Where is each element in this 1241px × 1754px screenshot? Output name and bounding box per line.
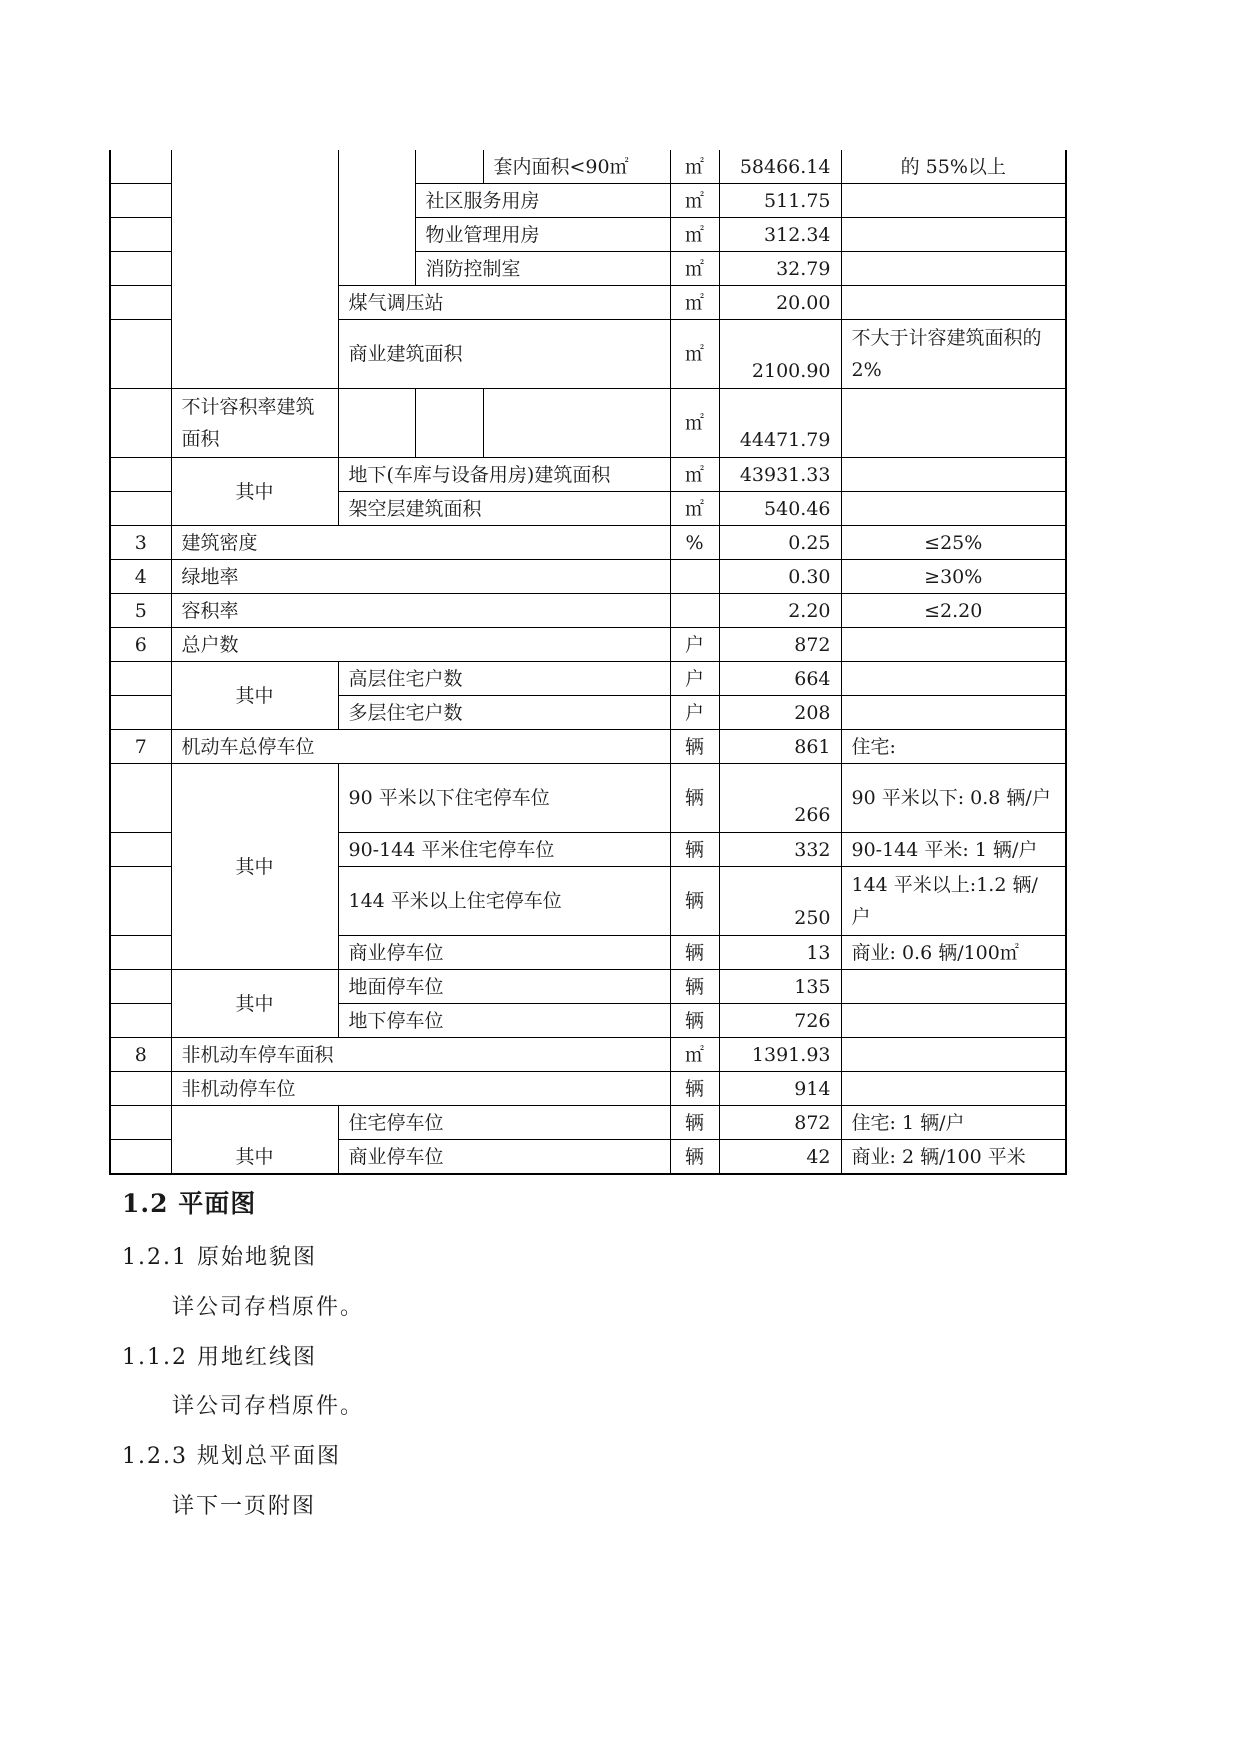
item-label: 非机动停车位 bbox=[171, 1072, 670, 1106]
subsection-title: 1.2.1 原始地貌图 bbox=[122, 1245, 317, 1270]
no-cell bbox=[110, 286, 171, 320]
value-cell: 726 bbox=[719, 1004, 841, 1038]
item-label: 绿地率 bbox=[171, 560, 670, 594]
no-cell bbox=[110, 320, 171, 389]
note-cell: 的 55%以上 bbox=[841, 150, 1066, 184]
table-row bbox=[110, 628, 1066, 662]
note-cell: ≤2.20 bbox=[841, 594, 1066, 628]
no-cell bbox=[110, 218, 171, 252]
item-label: 商业建筑面积 bbox=[338, 320, 670, 389]
value-cell: 2.20 bbox=[719, 594, 841, 628]
note-cell bbox=[841, 492, 1066, 526]
item-label: 地面停车位 bbox=[338, 970, 670, 1004]
value-cell: 312.34 bbox=[719, 218, 841, 252]
note-cell bbox=[841, 218, 1066, 252]
item-label: 机动车总停车位 bbox=[171, 730, 670, 764]
sub-subcategory-cell bbox=[415, 150, 483, 184]
value-cell: 511.75 bbox=[719, 184, 841, 218]
group-label: 其中 bbox=[171, 764, 338, 970]
no-cell bbox=[110, 1004, 171, 1038]
subsection-title: 1.2.3 规划总平面图 bbox=[122, 1444, 341, 1469]
note-cell: 商业: 0.6 辆/100㎡ bbox=[841, 936, 1066, 970]
no-cell bbox=[110, 833, 171, 867]
unit-cell: 辆 bbox=[670, 1106, 719, 1140]
note-cell: 144 平米以上:1.2 辆/户 bbox=[841, 867, 1066, 936]
value-cell: 2100.90 bbox=[719, 320, 841, 389]
item-label: 套内面积<90㎡ bbox=[483, 150, 670, 184]
group-label: 其中 bbox=[171, 970, 338, 1038]
note-cell bbox=[841, 628, 1066, 662]
note-cell: 90 平米以下: 0.8 辆/户 bbox=[841, 764, 1066, 833]
unit-cell: % bbox=[670, 526, 719, 560]
table-row bbox=[110, 594, 1066, 628]
unit-cell bbox=[670, 594, 719, 628]
unit-cell: 户 bbox=[670, 628, 719, 662]
unit-cell: ㎡ bbox=[670, 492, 719, 526]
subsection-body: 详下一页附图 bbox=[172, 1494, 317, 1519]
item-label: 物业管理用房 bbox=[415, 218, 670, 252]
no-cell bbox=[110, 492, 171, 526]
note-cell bbox=[841, 389, 1066, 458]
no-cell bbox=[110, 696, 171, 730]
item-label: 90 平米以下住宅停车位 bbox=[338, 764, 670, 833]
note-cell bbox=[841, 252, 1066, 286]
item-label: 商业停车位 bbox=[338, 1140, 670, 1175]
table-row bbox=[110, 662, 1066, 696]
value-cell: 332 bbox=[719, 833, 841, 867]
item-label: 144 平米以上住宅停车位 bbox=[338, 867, 670, 936]
no-cell bbox=[110, 389, 171, 458]
note-cell: 90-144 平米: 1 辆/户 bbox=[841, 833, 1066, 867]
economic-indicators-table bbox=[109, 150, 1067, 1175]
item-label: 住宅停车位 bbox=[338, 1106, 670, 1140]
no-cell bbox=[110, 936, 171, 970]
unit-cell: ㎡ bbox=[670, 458, 719, 492]
note-cell: 不大于计容建筑面积的 2% bbox=[841, 320, 1066, 389]
item-label: 非机动车停车面积 bbox=[171, 1038, 670, 1072]
no-cell bbox=[110, 150, 171, 184]
note-cell bbox=[841, 1004, 1066, 1038]
item-label: 架空层建筑面积 bbox=[338, 492, 670, 526]
note-cell: ≤25% bbox=[841, 526, 1066, 560]
no-cell: 3 bbox=[110, 526, 171, 560]
no-cell bbox=[110, 867, 171, 936]
item-label: 地下停车位 bbox=[338, 1004, 670, 1038]
value-cell: 208 bbox=[719, 696, 841, 730]
table-row bbox=[110, 526, 1066, 560]
note-cell: 商业: 2 辆/100 平米 bbox=[841, 1140, 1066, 1175]
note-cell bbox=[841, 184, 1066, 218]
no-cell bbox=[110, 1072, 171, 1106]
no-cell bbox=[110, 970, 171, 1004]
value-cell: 32.79 bbox=[719, 252, 841, 286]
blank-cell bbox=[483, 389, 670, 458]
value-cell: 861 bbox=[719, 730, 841, 764]
unit-cell: 辆 bbox=[670, 1072, 719, 1106]
item-label: 地下(车库与设备用房)建筑面积 bbox=[338, 458, 670, 492]
unit-cell bbox=[670, 560, 719, 594]
group-label: 其中 bbox=[171, 662, 338, 730]
unit-cell: ㎡ bbox=[670, 320, 719, 389]
value-cell: 0.25 bbox=[719, 526, 841, 560]
unit-cell: ㎡ bbox=[670, 218, 719, 252]
table-row bbox=[110, 458, 1066, 492]
table-row bbox=[110, 389, 1066, 458]
value-cell: 914 bbox=[719, 1072, 841, 1106]
note-cell: 住宅: 1 辆/户 bbox=[841, 1106, 1066, 1140]
value-cell: 43931.33 bbox=[719, 458, 841, 492]
no-cell: 8 bbox=[110, 1038, 171, 1072]
item-label: 多层住宅户数 bbox=[338, 696, 670, 730]
unit-cell: 辆 bbox=[670, 764, 719, 833]
item-label: 建筑密度 bbox=[171, 526, 670, 560]
category-cell: 不计容积率建筑面积 bbox=[171, 389, 338, 458]
unit-cell: 辆 bbox=[670, 970, 719, 1004]
note-cell: ≥30% bbox=[841, 560, 1066, 594]
value-cell: 872 bbox=[719, 1106, 841, 1140]
unit-cell: 辆 bbox=[670, 1004, 719, 1038]
unit-cell: ㎡ bbox=[670, 389, 719, 458]
note-cell bbox=[841, 458, 1066, 492]
item-label: 90-144 平米住宅停车位 bbox=[338, 833, 670, 867]
item-label: 高层住宅户数 bbox=[338, 662, 670, 696]
item-label: 商业停车位 bbox=[338, 936, 670, 970]
blank-cell bbox=[338, 389, 415, 458]
group-label: 其中 bbox=[171, 1106, 338, 1175]
unit-cell: 户 bbox=[670, 662, 719, 696]
no-cell bbox=[110, 252, 171, 286]
table-row bbox=[110, 1072, 1066, 1106]
unit-cell: ㎡ bbox=[670, 286, 719, 320]
value-cell: 0.30 bbox=[719, 560, 841, 594]
no-cell: 5 bbox=[110, 594, 171, 628]
no-cell bbox=[110, 184, 171, 218]
value-cell: 872 bbox=[719, 628, 841, 662]
subsection-title: 1.1.2 用地红线图 bbox=[122, 1345, 317, 1370]
unit-cell: 辆 bbox=[670, 833, 719, 867]
category-cell bbox=[171, 150, 338, 389]
no-cell: 7 bbox=[110, 730, 171, 764]
unit-cell: 辆 bbox=[670, 730, 719, 764]
subsection-body: 详公司存档原件。 bbox=[172, 1295, 365, 1320]
value-cell: 42 bbox=[719, 1140, 841, 1175]
value-cell: 20.00 bbox=[719, 286, 841, 320]
no-cell bbox=[110, 458, 171, 492]
note-cell bbox=[841, 286, 1066, 320]
indicator-table-container bbox=[109, 150, 1065, 1175]
value-cell: 44471.79 bbox=[719, 389, 841, 458]
value-cell: 266 bbox=[719, 764, 841, 833]
table-row bbox=[110, 730, 1066, 764]
unit-cell: ㎡ bbox=[670, 150, 719, 184]
item-label: 容积率 bbox=[171, 594, 670, 628]
item-label: 消防控制室 bbox=[415, 252, 670, 286]
note-cell: 住宅: bbox=[841, 730, 1066, 764]
item-label: 总户数 bbox=[171, 628, 670, 662]
note-cell bbox=[841, 970, 1066, 1004]
value-cell: 664 bbox=[719, 662, 841, 696]
unit-cell: ㎡ bbox=[670, 1038, 719, 1072]
no-cell: 4 bbox=[110, 560, 171, 594]
unit-cell: ㎡ bbox=[670, 184, 719, 218]
no-cell: 6 bbox=[110, 628, 171, 662]
no-cell bbox=[110, 662, 171, 696]
table-row bbox=[110, 560, 1066, 594]
value-cell: 58466.14 bbox=[719, 150, 841, 184]
unit-cell: 辆 bbox=[670, 936, 719, 970]
unit-cell: 户 bbox=[670, 696, 719, 730]
value-cell: 250 bbox=[719, 867, 841, 936]
subcategory-cell bbox=[338, 150, 415, 286]
item-label: 社区服务用房 bbox=[415, 184, 670, 218]
note-cell bbox=[841, 1038, 1066, 1072]
note-cell bbox=[841, 696, 1066, 730]
unit-cell: 辆 bbox=[670, 867, 719, 936]
table-row bbox=[110, 970, 1066, 1004]
table-row bbox=[110, 1106, 1066, 1140]
unit-cell: 辆 bbox=[670, 1140, 719, 1175]
value-cell: 135 bbox=[719, 970, 841, 1004]
section-heading: 1.2 平面图 bbox=[122, 1189, 257, 1218]
value-cell: 13 bbox=[719, 936, 841, 970]
no-cell bbox=[110, 1140, 171, 1175]
no-cell bbox=[110, 1106, 171, 1140]
unit-cell: ㎡ bbox=[670, 252, 719, 286]
item-label: 煤气调压站 bbox=[338, 286, 670, 320]
subsection-body: 详公司存档原件。 bbox=[172, 1394, 365, 1419]
table-row bbox=[110, 150, 1066, 184]
value-cell: 540.46 bbox=[719, 492, 841, 526]
note-cell bbox=[841, 662, 1066, 696]
table-row bbox=[110, 1038, 1066, 1072]
table-row bbox=[110, 764, 1066, 833]
no-cell bbox=[110, 764, 171, 833]
group-label: 其中 bbox=[171, 458, 338, 526]
blank-cell bbox=[415, 389, 483, 458]
value-cell: 1391.93 bbox=[719, 1038, 841, 1072]
note-cell bbox=[841, 1072, 1066, 1106]
